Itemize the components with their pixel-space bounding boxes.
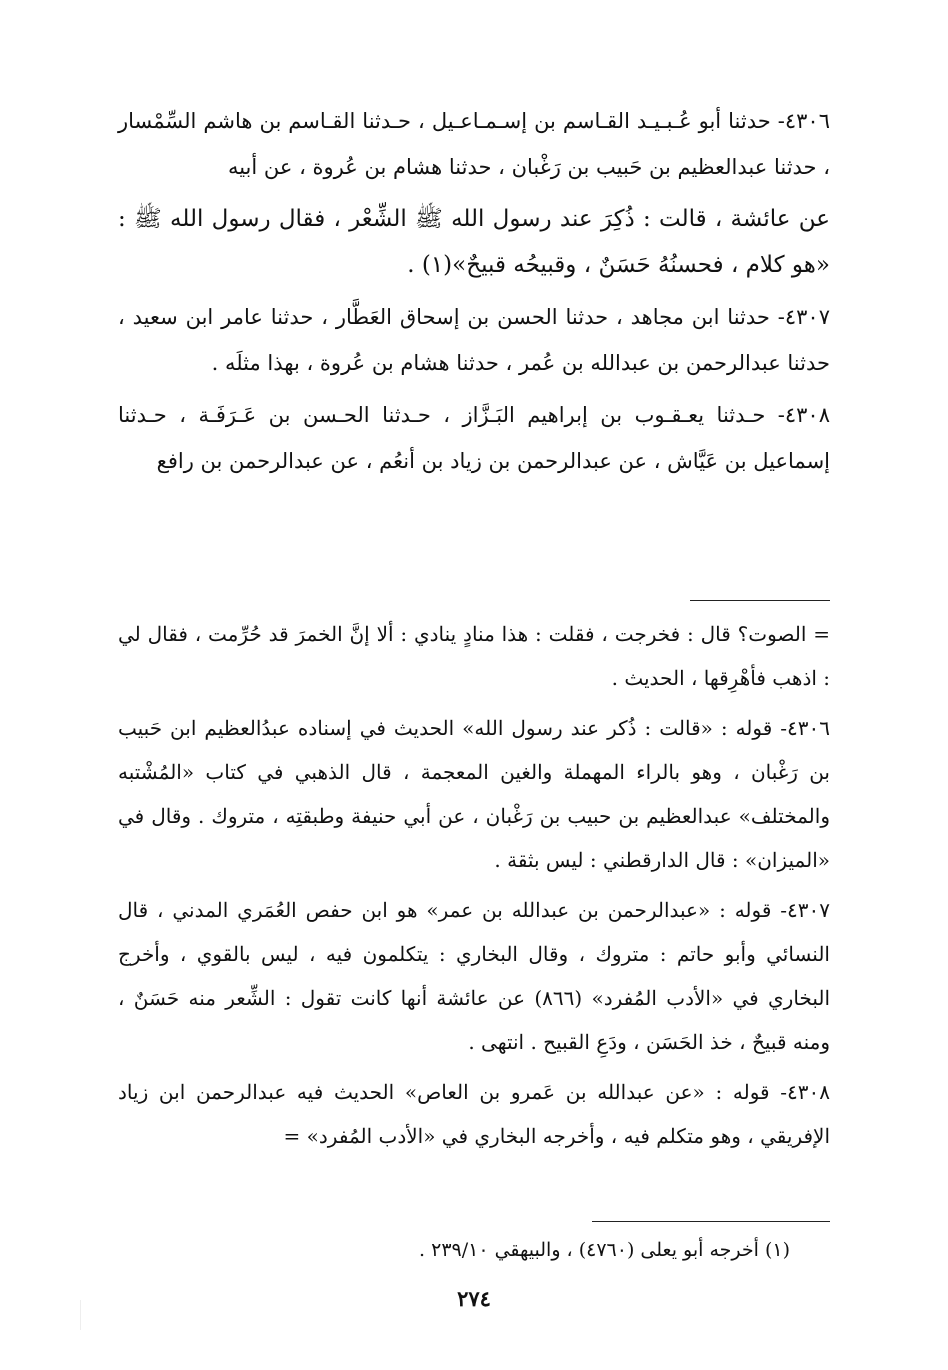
commentary-continuation: = الصوت؟ قال : فخرجت ، فقلت : هذا منادٍ ينادي : ألا إنَّ الخمرَ قد حُرِّمت ، فقال لي : اذهب فأهْرِقها ، الحديث .: [118, 622, 830, 690]
commentary-4307: ٤٣٠٧- قوله : «عبدالرحمن بن عبدالله بن عمر» هو ابن حفص العُمَري المدني ، قال النسائي وأبو حاتم : متروك ، وقال البخاري : يتكلمون فيه ، ليس بالقوي ، وأخرج البخاري في «الأدب المُفرد» (٨٦٦) عن عائشة أنها كانت تقول : الشِّعر منه حَسَنٌ ، ومنه قبيحٌ ، خذ الحَسَن ، ودَعِ القبيح . انتهى .: [118, 898, 831, 1054]
commentary-4308: ٤٣٠٨- قوله : «عن عبدالله بن عَمرو بن العاص» الحديث فيه عبدالرحمن ابن زياد الإفريقي ، وهو متكلم فيه ، وأخرجه البخاري في «الأدب المُفرد» =: [118, 1080, 830, 1148]
page-number: ٢٧٤: [457, 1286, 491, 1311]
commentary: [118, 612, 830, 1164]
scan-mark: [80, 1300, 81, 1330]
commentary-4306: ٤٣٠٦- قوله : «قالت : ذُكر عند رسول الله» الحديث في إسناده عبدُالعظيم ابن حَبيب بن رَغْبان ، وهو بالراء المهملة والغين المعجمة ، قال الذهبي في كتاب «المُشْتبه والمختلف» عبدالعظيم بن حبيب بن رَغْبان ، عن أبي حنيفة وطبقتِه ، متروك . وقال في «الميزان» : قال الدارقطني : ليس بثقة .: [118, 716, 830, 872]
hadith-4306-text: عن عائشة ، قالت : ذُكِرَ عند رسول الله ﷺ الشِّعْر ، فقال رسول الله ﷺ : «هو كلام ، فحسنُهُ حَسَنٌ ، وقبيحُه قبيحٌ»(١) .: [118, 206, 830, 278]
commentary-separator: [690, 600, 830, 601]
hadith-4308: ٤٣٠٨- حـدثنا يعـقـوب بن إبراهيم البَـزَّاز ، حـدثنا الحـسن بن عَـرَفَـة ، حـدثنا إسماعيل بن عَيَّاش ، عن عبدالرحمن بن زياد بن أنعُم ، عن عبدالرحمن بن رافع: [118, 403, 830, 473]
main-text: [118, 98, 830, 490]
hadith-4307: ٤٣٠٧- حدثنا ابن مجاهد ، حدثنا الحسن بن إسحاق العَطَّار ، حدثنا عامر ابن سعيد ، حدثنا عبدالرحمن بن عبدالله بن عُمر ، حدثنا هشام بن عُروة ، بهذا مثلَه .: [118, 305, 830, 375]
hadith-4306-chain: ٤٣٠٦- حدثنا أبو عُـبـيـد القـاسم بن إسـمـاعـيل ، حـدثنا القـاسم بن هاشم السِّمْسار ، حدثنا عبدالعظيم بن حَبيب بن رَغْبان ، حدثنا هشام بن عُروة ، عن أبيه: [118, 109, 830, 179]
footnote: (١) أخرجه أبو يعلى (٤٧٦٠) ، والبيهقي ٢٣٩/١٠ .: [419, 1239, 790, 1261]
footnote-separator: [592, 1221, 830, 1222]
